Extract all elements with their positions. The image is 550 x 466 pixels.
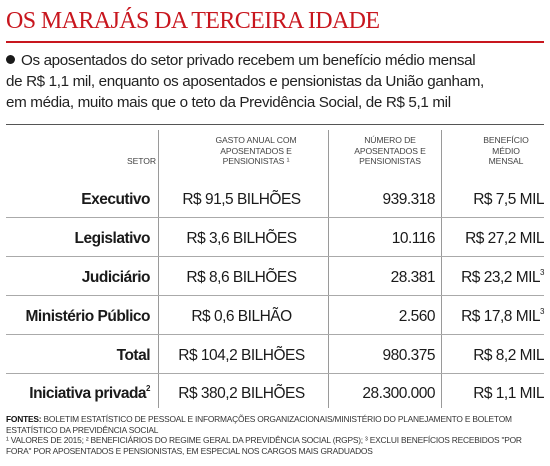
gasto-cell: R$ 380,2 BILHÕES [178,385,305,402]
numero-cell: 28.381 [390,269,435,286]
beneficio-cell [447,338,544,374]
header-line: PENSIONISTAS [359,156,421,166]
beneficio-value: R$ 23,2 MIL [461,269,541,286]
sources-label: FONTES: [6,414,42,424]
title-underline [6,41,544,43]
gasto-cell: R$ 0,6 BILHÃO [191,308,292,325]
row-divider [6,295,544,296]
sector-cell: Judiciário [81,269,150,286]
beneficio-cell [447,221,544,257]
column-header-sector [6,156,156,167]
sources-footnote [6,414,544,456]
beneficio-value: R$ 1,1 MIL [473,385,544,402]
table-row-total [6,338,544,374]
numero-cell: 2.560 [398,308,435,325]
footnote-mark: 3 [540,268,544,277]
bullet-icon [6,55,15,64]
table-row [6,299,544,335]
header-line: NÚMERO DE [364,135,416,145]
beneficio-cell [447,260,544,296]
intro-line-3: em média, muito mais que o teto da Previdência Social, de R$ 5,1 mil [6,94,451,111]
gasto-cell: R$ 104,2 BILHÕES [178,347,305,364]
numero-cell: 28.300.000 [362,385,435,402]
column-header-gasto [196,135,316,167]
intro-line-2: de R$ 1,1 mil, enquanto os aposentados e pensionistas da União ganham, [6,73,484,90]
header-line: MÉDIO [492,145,520,156]
gasto-cell: R$ 8,6 BILHÕES [186,269,297,286]
footnote-line: ¹ VALORES DE 2015; ² BENEFICIÁRIOS DO REGIME GERAL DA PREVIDÊNCIA SOCIAL (RGPS); ³ EXCLUI BENEFÍCIOS RECEBIDOS "POR [6,435,522,446]
row-divider [6,334,544,335]
sector-value: Iniciativa privada [29,385,147,402]
numero-cell: 980.375 [382,347,435,364]
beneficio-value: R$ 17,8 MIL [461,308,541,325]
beneficio-cell [447,182,544,218]
table-row [6,182,544,218]
sector-cell: Total [116,347,150,364]
numero-cell: 939.318 [382,191,435,208]
table-row [6,221,544,257]
footnote-mark: 3 [540,307,544,316]
table-row [6,376,544,412]
header-line: APOSENTADOS E [220,145,292,156]
row-divider [6,373,544,374]
gasto-cell: R$ 3,6 BILHÕES [186,230,297,247]
beneficio-value: R$ 7,5 MIL [473,191,544,208]
header-line: MENSAL [488,156,524,166]
table-row [6,260,544,296]
page-title: OS MARAJÁS DA TERCEIRA IDADE [6,8,380,34]
beneficio-cell [447,376,544,412]
header-line: SETOR [127,156,156,166]
sector-cell: Executivo [81,191,150,208]
header-line: PENSIONISTAS ¹ [222,156,290,166]
intro-text-1: Os aposentados do setor privado recebem um benefício médio mensal [21,52,476,69]
footnote-line: FORA" POR APOSENTADOS E PENSIONISTAS, EM ESPECIAL NOS CARGOS MAIS GRADUADOS [6,445,373,456]
header-line: BENEFÍCIO [483,135,529,145]
header-divider [6,124,544,125]
row-divider [6,217,544,218]
beneficio-value: R$ 8,2 MIL [473,347,544,364]
column-header-beneficio [476,135,536,167]
sources-line [6,414,544,425]
sources-text: BOLETIM ESTATÍSTICO DE PESSOAL E INFORMAÇÕES ORGANIZACIONAIS/MINISTÉRIO DO PLANEJAMENTO E BOLETOM [43,414,512,424]
numero-cell: 10.116 [391,230,435,247]
sources-line: ESTATÍSTICO DA PREVIDÊNCIA SOCIAL [6,424,159,435]
header-line: GASTO ANUAL COM [215,135,297,145]
beneficio-value: R$ 27,2 MIL [465,230,544,247]
intro-line-1 [6,50,546,71]
beneficio-cell [447,299,544,335]
header-line: APOSENTADOS E [354,145,426,156]
row-divider [6,256,544,257]
footnote-mark: 2 [146,384,150,393]
intro-paragraph [6,50,546,113]
gasto-cell: R$ 91,5 BILHÕES [182,191,301,208]
sector-cell [6,376,150,412]
sector-cell: Ministério Público [25,308,150,325]
sector-cell: Legislativo [74,230,150,247]
column-header-numero [350,135,430,167]
